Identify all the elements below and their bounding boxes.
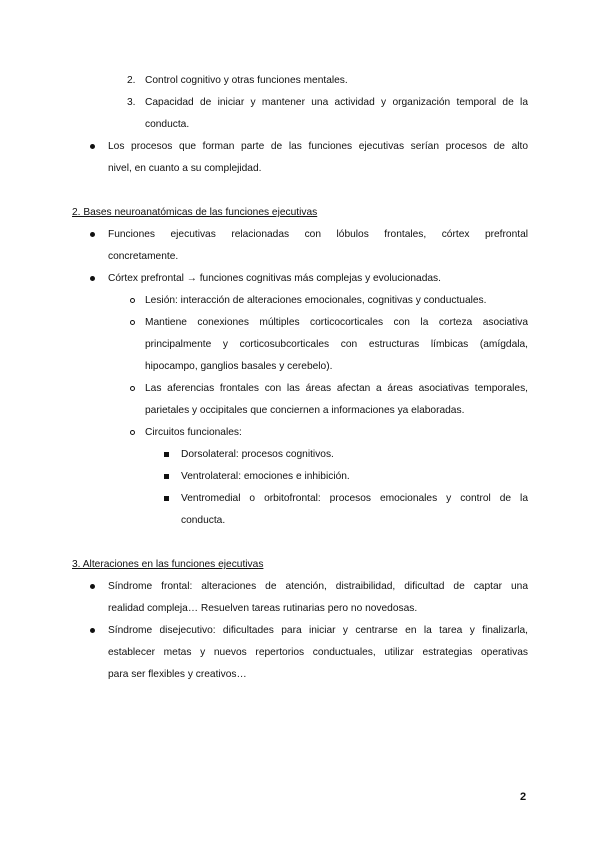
- paragraph-text: parietales y occipitales que conciernen a informaciones ya elaboradas.: [145, 405, 465, 416]
- paragraph-text: Síndrome disejecutivo: dificultades para iniciar y centrarse en la tarea y finalizarla,: [108, 625, 528, 636]
- circle-bullet-icon: [130, 430, 135, 435]
- page-number: 2: [520, 791, 527, 803]
- list-item-text: conducta.: [145, 119, 190, 130]
- bullet-icon: [90, 276, 95, 281]
- paragraph-text: Ventromedial o orbitofrontal: procesos emocionales y control de la: [181, 493, 528, 504]
- paragraph-text: Las aferencias frontales con las áreas afectan a áreas asociativas temporales,: [145, 383, 528, 394]
- paragraph-text: para ser flexibles y creativos…: [108, 669, 247, 680]
- section-heading: 3. Alteraciones en las funciones ejecutivas: [72, 559, 264, 570]
- circle-bullet-icon: [130, 298, 135, 303]
- section-heading: 2. Bases neuroanatómicas de las funciones ejecutivas: [72, 207, 318, 218]
- paragraph-text: hipocampo, ganglios basales y cerebelo).: [145, 361, 333, 372]
- bullet-icon: [90, 584, 95, 589]
- paragraph-text: Síndrome frontal: alteraciones de atención, distraibilidad, dificultad de captar una: [108, 581, 528, 592]
- list-number: 3.: [127, 97, 136, 108]
- paragraph-text: Córtex prefrontal → funciones cognitivas más complejas y evolucionadas.: [108, 273, 441, 284]
- bullet-icon: [90, 628, 95, 633]
- square-bullet-icon: [164, 474, 169, 479]
- paragraph-text: Lesión: interacción de alteraciones emocionales, cognitivas y conductuales.: [145, 295, 487, 306]
- circle-bullet-icon: [130, 386, 135, 391]
- paragraph-text: Dorsolateral: procesos cognitivos.: [181, 449, 334, 460]
- bullet-icon: [90, 144, 95, 149]
- paragraph-text: Ventrolateral: emociones e inhibición.: [181, 471, 350, 482]
- bullet-icon: [90, 232, 95, 237]
- paragraph-text: nivel, en cuanto a su complejidad.: [108, 163, 262, 174]
- circle-bullet-icon: [130, 320, 135, 325]
- paragraph-text: realidad compleja… Resuelven tareas rutinarias pero no novedosas.: [108, 603, 418, 614]
- paragraph-text: Funciones ejecutivas relacionadas con lóbulos frontales, córtex prefrontal: [108, 229, 528, 240]
- paragraph-text: establecer metas y nuevos repertorios conductuales, utilizar estrategias operativas: [108, 647, 528, 658]
- paragraph-text: Mantiene conexiones múltiples corticocorticales con la corteza asociativa: [145, 317, 528, 328]
- list-item-text: Capacidad de iniciar y mantener una actividad y organización temporal de la: [145, 97, 528, 108]
- paragraph-text: concretamente.: [108, 251, 179, 262]
- paragraph-text: conducta.: [181, 515, 226, 526]
- list-number: 2.: [127, 75, 136, 86]
- square-bullet-icon: [164, 452, 169, 457]
- list-item-text: Control cognitivo y otras funciones mentales.: [145, 75, 348, 86]
- paragraph-text: principalmente y corticosubcorticales con estructuras límbicas (amígdala,: [145, 339, 528, 350]
- square-bullet-icon: [164, 496, 169, 501]
- paragraph-text: Circuitos funcionales:: [145, 427, 242, 438]
- paragraph-text: Los procesos que forman parte de las funciones ejecutivas serían procesos de alto: [108, 141, 528, 152]
